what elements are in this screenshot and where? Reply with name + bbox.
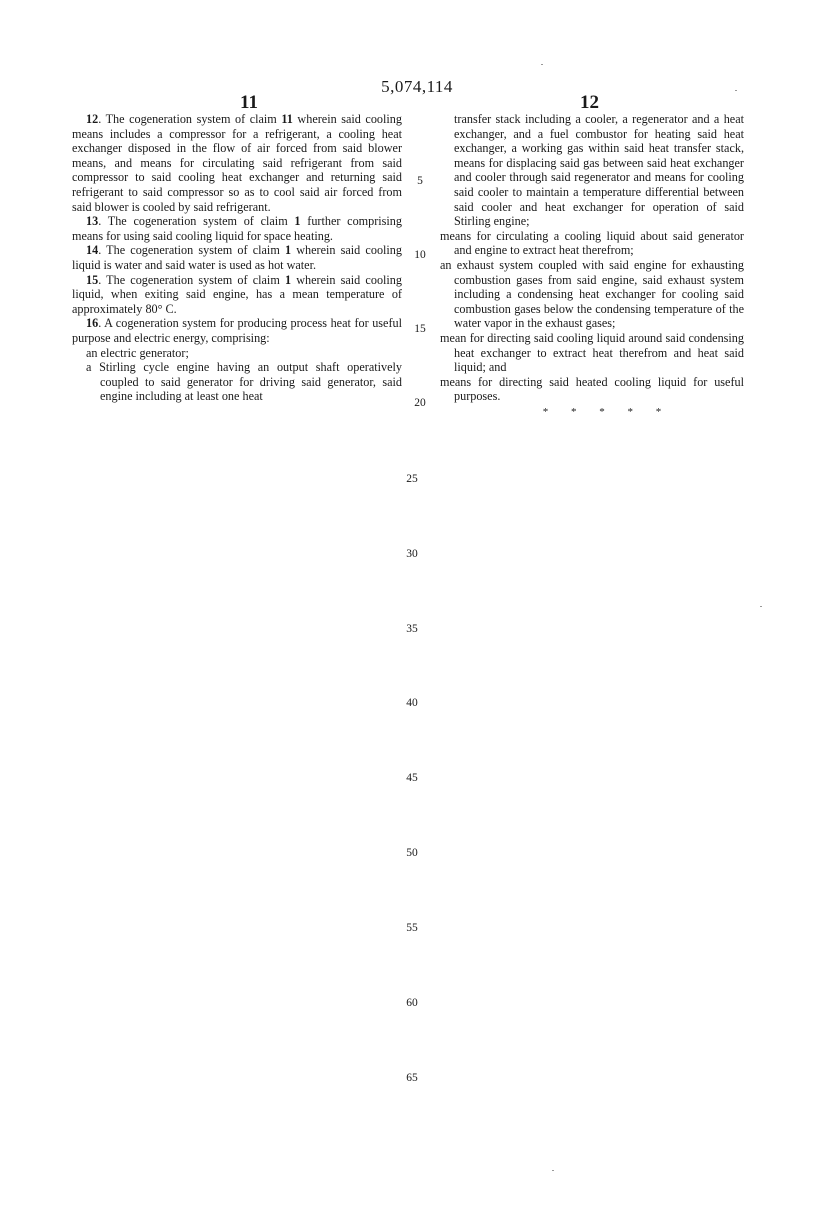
left-column-number: 11 — [240, 92, 258, 113]
scan-speck — [760, 606, 762, 607]
right-column — [440, 112, 744, 419]
left-column — [72, 112, 402, 404]
line-number: 30 — [406, 548, 418, 560]
claim-reference: 11 — [281, 112, 293, 126]
claim-number: 16 — [86, 316, 99, 331]
scan-speck — [735, 90, 737, 91]
line-number: 60 — [406, 997, 418, 1009]
end-marks: * * * * * — [542, 405, 672, 418]
claim-reference: 1 — [284, 272, 292, 287]
claim-13 — [72, 214, 402, 243]
line-number: 65 — [406, 1072, 418, 1084]
claim-text: further comprising means for using said cooling liquid for space heating. — [72, 214, 402, 243]
right-column-number: 12 — [580, 92, 599, 113]
claim-16-continuation: transfer stack including a cooler, a regenerator and a heat exchanger, and a fuel combustor for heating said heat exchanger, a working gas within said heat transfer stack, means for displacing said gas between said heat exchanger and cooler through said regenerator and means for cooling said cooler to maintain a temperature differential between said cooler and heat exchanger for operation of said Stirling engine; — [454, 112, 744, 229]
claim-text: . The cogeneration system of claim — [98, 243, 285, 258]
claim-16-element: an electric generator; — [86, 345, 189, 360]
claim-16-element: means for directing said heated cooling liquid for useful purposes. — [440, 374, 744, 404]
scan-speck — [541, 64, 543, 65]
claim-16 — [72, 316, 402, 345]
claim-16-element: an exhaust system coupled with said engine for exhausting combustion gases from said engine, said exhaust system including a condensing heat exchanger for cooling said combustion gases below the condensing temperature of the water vapor in the exhaust gases; — [440, 257, 744, 331]
line-number: 15 — [414, 323, 426, 335]
claim-15 — [72, 273, 402, 317]
claim-text: wherein said cooling means includes a compressor for a refrigerant, a cooling heat exchanger disposed in the flow of air forced from said blower means, and means for circulating said refrigerant from said compressor to said cooling heat exchanger and returning said refrigerant to said compressor so as to cool said air forced from said blower is cooled by said refrigerant. — [72, 112, 402, 214]
claim-text: . The cogeneration system of claim — [98, 272, 285, 287]
claim-number: 12 — [86, 112, 99, 126]
claim-text: wherein said cooling liquid is water and said water is used as hot water. — [72, 243, 402, 272]
line-number: 45 — [406, 772, 418, 784]
claim-reference: 1 — [284, 243, 292, 258]
line-number: 20 — [414, 397, 426, 409]
scan-speck — [552, 1170, 554, 1171]
claim-12 — [72, 112, 402, 214]
line-number: 10 — [414, 249, 426, 261]
claim-text: . A cogeneration system for producing process heat for useful purpose and electric energy, comprising: — [72, 316, 402, 345]
claim-16-element: a Stirling cycle engine having an output shaft operatively coupled to said generator for driving said generator, said engine including at least one heat — [86, 360, 402, 404]
patent-number: 5,074,114 — [381, 77, 453, 96]
line-number: 5 — [417, 175, 423, 187]
line-number: 25 — [406, 473, 418, 485]
line-number: 55 — [406, 922, 418, 934]
claim-14 — [72, 243, 402, 272]
claim-text: . The cogeneration system of claim — [98, 214, 295, 229]
claim-text: . The cogeneration system of claim — [98, 112, 282, 126]
claim-number: 13 — [86, 214, 99, 229]
line-number: 50 — [406, 847, 418, 859]
claim-16-element: means for circulating a cooling liquid about said generator and engine to extract heat therefrom; — [440, 228, 744, 258]
line-number: 40 — [406, 697, 418, 709]
claim-text: wherein said cooling liquid, when exiting said engine, has a mean temperature of approximately 80° C. — [72, 272, 402, 316]
claim-reference: 1 — [294, 214, 301, 229]
line-number: 35 — [406, 623, 418, 635]
claim-number: 15 — [86, 272, 99, 287]
claim-16-element: mean for directing said cooling liquid around said condensing heat exchanger to extract heat therefrom and heat said liquid; and — [440, 330, 744, 375]
claim-number: 14 — [86, 243, 99, 258]
